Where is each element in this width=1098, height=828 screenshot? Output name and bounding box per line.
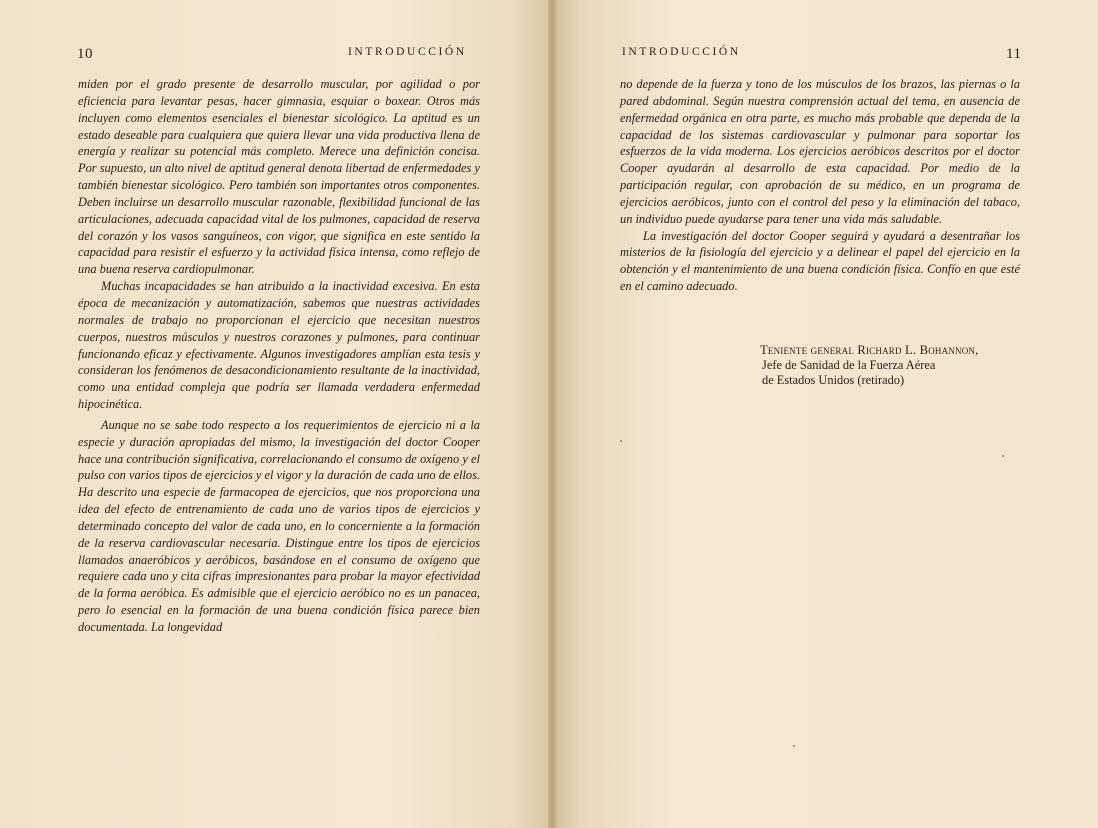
- signature-block: [760, 343, 1060, 388]
- paragraph: Aunque no se sabe todo respecto a los requerimientos de ejercicio ni a la especie y duración apropiadas del mismo, la investigación del doctor Cooper hace una contribución significativa, correlacionando el consumo de oxígeno y el pulso con varios tipos de ejercicios y el vigor y la duración de cada uno de ellos. Ha descrito una especie de farmacopea de ejercicios, que nos proporciona una idea del efecto de entrenamiento de cada uno de varios tipos de ejercicios y determinado concepto del valor de cada uno, en lo concerniente a la formación de la reserva cardiovascular necesaria. Distingue entre los tipos de ejercicios llamados anaeróbicos y aeróbicos, basándose en el consumo de oxígeno que requiere cada uno y cita cifras impresionantes para probar la mayor efectividad de la forma aeróbica. Es admisible que el ejercicio aeróbico no es un panacea, pero lo esencial en la formación de una buena condición física parece bien documentada. La longevidad: [78, 417, 480, 634]
- paragraph: La investigación del doctor Cooper seguirá y ayudará a desentrañar los misterios de la fisiología del ejercicio y a delinear el papel del ejercicio en la obtención y el mantenimiento de una buena condición física. Confío en que esté en el camino adecuado.: [620, 228, 1020, 294]
- body-text: [620, 76, 1020, 295]
- right-page: [552, 0, 1098, 828]
- gutter-shadow: [548, 0, 556, 828]
- signature-title: Jefe de Sanidad de la Fuerza Aérea: [762, 358, 936, 372]
- paragraph: Muchas incapacidades se han atribuido a la inactividad excesiva. En esta época de mecanización y automatización, sabemos que nuestras actividades normales de trabajo no proporcionan el ejercicio que necesitan nuestros cuerpos, nuestros músculos y nuestros corazones y pulmones, para continuar funcionando eficaz y efectivamente. Algunos investigadores amplían esta tesis y consideran los fenómenos de desacondicionamiento resultante de la inactividad, como una entidad compleja que podría ser llamada verdadera enfermedad hipocinética.: [78, 279, 480, 412]
- paragraph: no depende de la fuerza y tono de los músculos de los brazos, las piernas o la pared abdominal. Según nuestra comprensión actual del tema, en ausencia de enfermedad orgánica en otra parte, es mucho más probable que dependa de la capacidad de los sistemas cardiovascular y pulmonar para soportar los esfuerzos de la vida moderna. Los ejercicios aeróbicos descritos por el doctor Cooper ayudarán al desarrollo de esta capacidad. Por medio de la participación regular, con aprobación de su médico, en un programa de ejercicios aeróbicos, junto con el control del peso y la eliminación del tabaco, un individuo puede ayudarse para tener una vida más saludable.: [620, 77, 1020, 226]
- page-number: 10: [77, 46, 93, 62]
- body-text: [78, 76, 480, 636]
- paragraph: miden por el grado presente de desarrollo muscular, por agilidad o por eficiencia para levantar pesas, hacer gimnasia, esquiar o boxear. Otros más incluyen como elementos esenciales el bienestar sicológico. La aptitud es un estado deseable para cualquiera que quiera llevar una vida productiva llena de energía y realizar su potencial más completo. Merece una definición concisa. Por supuesto, un alto nivel de aptitud general denota libertad de enfermedades y también bienestar sicológico. Pero también son importantes otros componentes. Deben incluirse un desarrollo muscular razonable, flexibilidad funcional de las articulaciones, adecuada capacidad vital de los pulmones, capacidad de reserva del corazón y los vasos sanguíneos, con vigor, que significa en este sentido la capacidad para resistir el esfuerzo y la actividad física intensa, como reflejo de una buena reserva cardiopulmonar.: [78, 77, 480, 277]
- running-head: INTRODUCCIÓN: [622, 46, 741, 58]
- paper-speck: [620, 440, 622, 442]
- running-head: INTRODUCCIÓN: [348, 46, 467, 58]
- page-number: 11: [1006, 46, 1022, 62]
- paper-speck: [1002, 455, 1004, 457]
- signature-title: de Estados Unidos (retirado): [762, 373, 905, 387]
- signature-name: Teniente general Richard L. Bohannon,: [760, 343, 979, 357]
- paper-speck: [793, 745, 795, 747]
